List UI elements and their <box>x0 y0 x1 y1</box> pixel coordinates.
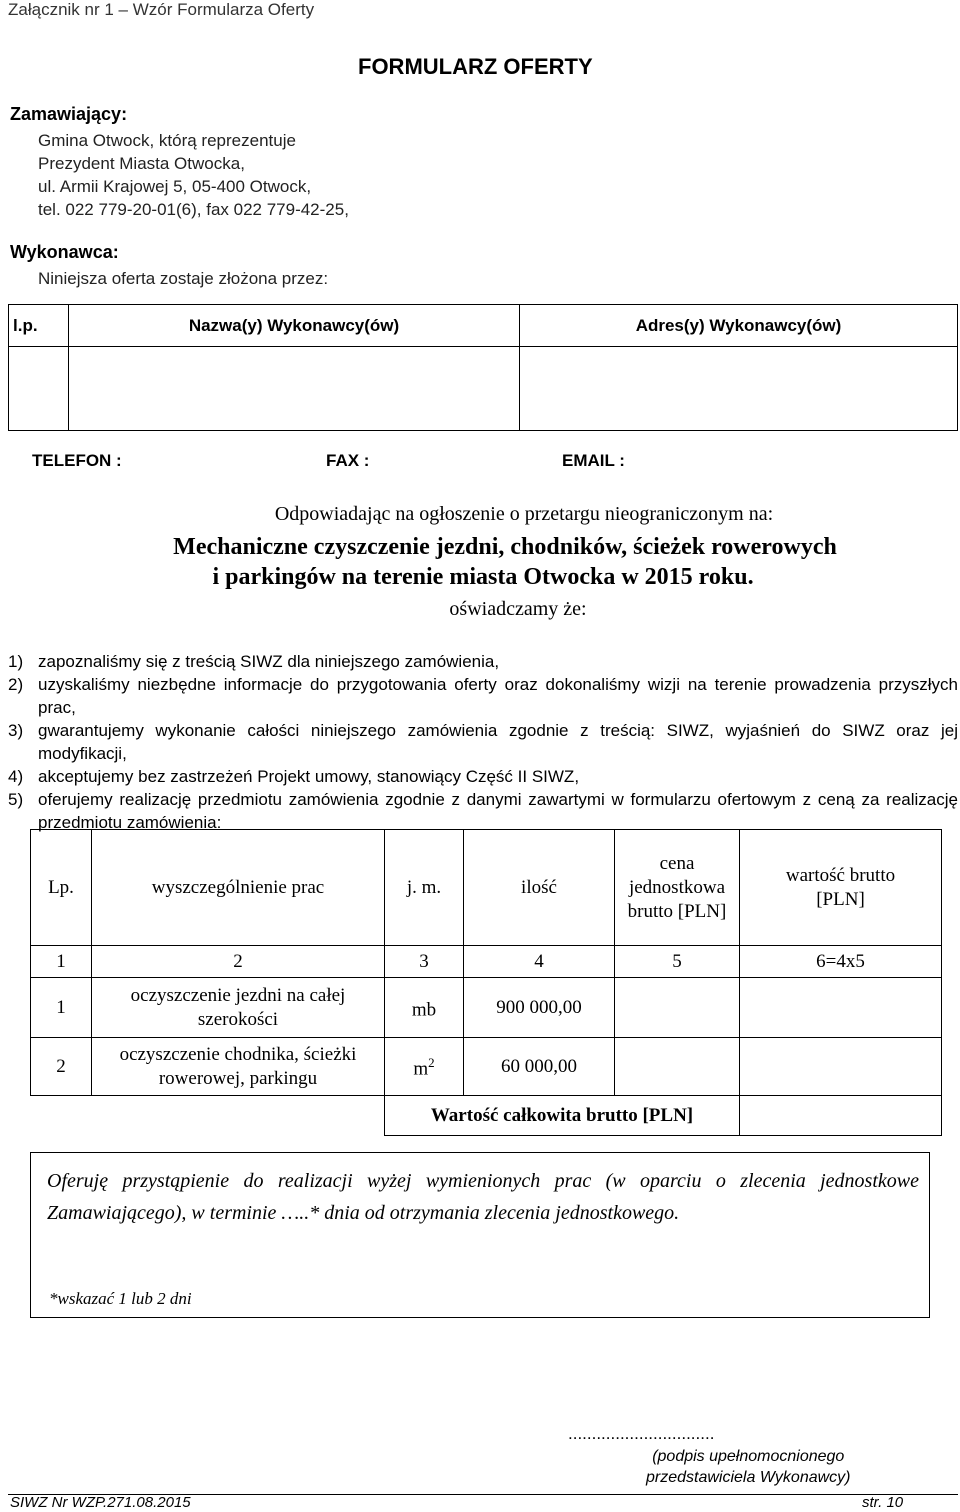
footer-page-number: str. 10 <box>862 1494 904 1511</box>
offer-box <box>30 1152 930 1318</box>
table-row: 2 oczyszczenie chodnika, ścieżki rowerowej, parkingu $m^2$ 60 000,00 <box>31 1038 942 1096</box>
email-label: EMAIL : <box>562 451 625 470</box>
list-item: 3) gwarantujemy wykonanie całości niniejszego zamówienia zgodnie z treścią: SIWZ, wyjaśnień do SIWZ oraz jej modyfikacji, <box>8 721 958 763</box>
price-header-desc: wyszczególnienie prac <box>92 830 385 946</box>
price-header-lp: Lp. <box>31 830 92 946</box>
total-label: Wartość całkowita brutto [PLN] <box>385 1096 740 1136</box>
offer-footnote: *wskazać 1 lub 2 dni <box>49 1289 192 1308</box>
tender-declare: oświadczamy że: <box>449 598 587 620</box>
contractor-lp-cell[interactable] <box>9 347 69 431</box>
price-header-price: cena jednostkowa brutto [PLN] <box>615 830 740 946</box>
price-header-qty: ilość <box>464 830 615 946</box>
tender-title-line1: Mechaniczne czyszczenie jezdni, chodników, ścieżek rowerowych <box>173 534 837 560</box>
declarations-list <box>8 650 958 834</box>
price-num-cell: 6=4x5 <box>740 946 942 978</box>
contractor-table <box>8 304 958 431</box>
price-num-cell: 3 <box>385 946 464 978</box>
unit-price-cell[interactable] <box>615 1038 740 1096</box>
ordering-party-line: ul. Armii Krajowej 5, 05-400 Otwock, <box>38 177 312 196</box>
tender-intro: Odpowiadając na ogłoszenie o przetargu nieograniczonym na: <box>274 503 774 525</box>
price-header-value: wartość brutto [PLN] <box>740 830 942 946</box>
signature-label: (podpis upełnomocnionego przedstawiciela Wykonawcy) <box>646 1448 851 1486</box>
price-header-unit: j. m. <box>385 830 464 946</box>
price-table <box>30 829 942 1136</box>
contractor-address-cell[interactable] <box>520 347 958 431</box>
signature-line: ............................... <box>568 1424 715 1443</box>
ordering-party-line: Gmina Otwock, którą reprezentuje <box>38 131 296 150</box>
list-item: 2) uzyskaliśmy niezbędne informacje do przygotowania oferty oraz dokonaliśmy wizji na terenie prowadzenia przyszłych prac, <box>8 675 958 717</box>
list-item: 5) oferujemy realizację przedmiotu zamówienia zgodnie z danymi zawartymi w formularzu ofertowym z ceną za realizację przedmiotu zamówienia: <box>8 790 958 832</box>
ordering-party-label: Zamawiający: <box>10 104 128 124</box>
contractor-col-address: Adres(y) Wykonawcy(ów) <box>520 305 958 347</box>
price-num-cell: 5 <box>615 946 740 978</box>
ordering-party-line: tel. 022 779-20-01(6), fax 022 779-42-25, <box>38 200 349 219</box>
tender-title-line2: i parkingów na terenie miasta Otwocka w 2015 roku. <box>212 564 754 590</box>
contractor-name-cell[interactable] <box>69 347 520 431</box>
gross-value-cell[interactable] <box>740 1038 942 1096</box>
contractor-col-name: Nazwa(y) Wykonawcy(ów) <box>69 305 520 347</box>
contractor-label: Wykonawca: <box>10 242 119 262</box>
header-note: Załącznik nr 1 – Wzór Formularza Oferty <box>8 0 315 19</box>
gross-value-cell[interactable] <box>740 978 942 1038</box>
table-row: 1 oczyszczenie jezdni na całej szerokości mb 900 000,00 <box>31 978 942 1038</box>
footer-reference: SIWZ Nr WZP.271.08.2015 <box>10 1494 191 1511</box>
unit-price-cell[interactable] <box>615 978 740 1038</box>
contractor-intro: Niniejsza oferta zostaje złożona przez: <box>38 269 329 288</box>
offer-text: Oferuję przystąpienie do realizacji wyżej wymienionych prac (w oparciu o zlecenia jednostkowe Zamawiającego), w terminie …..* dnia od otrzymania zlecenia jednostkowego. <box>47 1170 919 1224</box>
form-title: FORMULARZ OFERTY <box>358 54 593 79</box>
list-item: 1) zapoznaliśmy się z treścią SIWZ dla niniejszego zamówienia, <box>8 652 500 671</box>
list-item: 4) akceptujemy bez zastrzeżeń Projekt umowy, stanowiący Część II SIWZ, <box>8 767 580 786</box>
price-num-cell: 1 <box>31 946 92 978</box>
price-num-cell: 4 <box>464 946 615 978</box>
total-value-cell[interactable] <box>740 1096 942 1136</box>
phone-label: TELEFON : <box>32 451 122 470</box>
price-num-cell: 2 <box>92 946 385 978</box>
ordering-party-line: Prezydent Miasta Otwocka, <box>38 154 245 173</box>
contractor-col-lp: l.p. <box>9 305 69 347</box>
fax-label: FAX : <box>326 451 370 470</box>
